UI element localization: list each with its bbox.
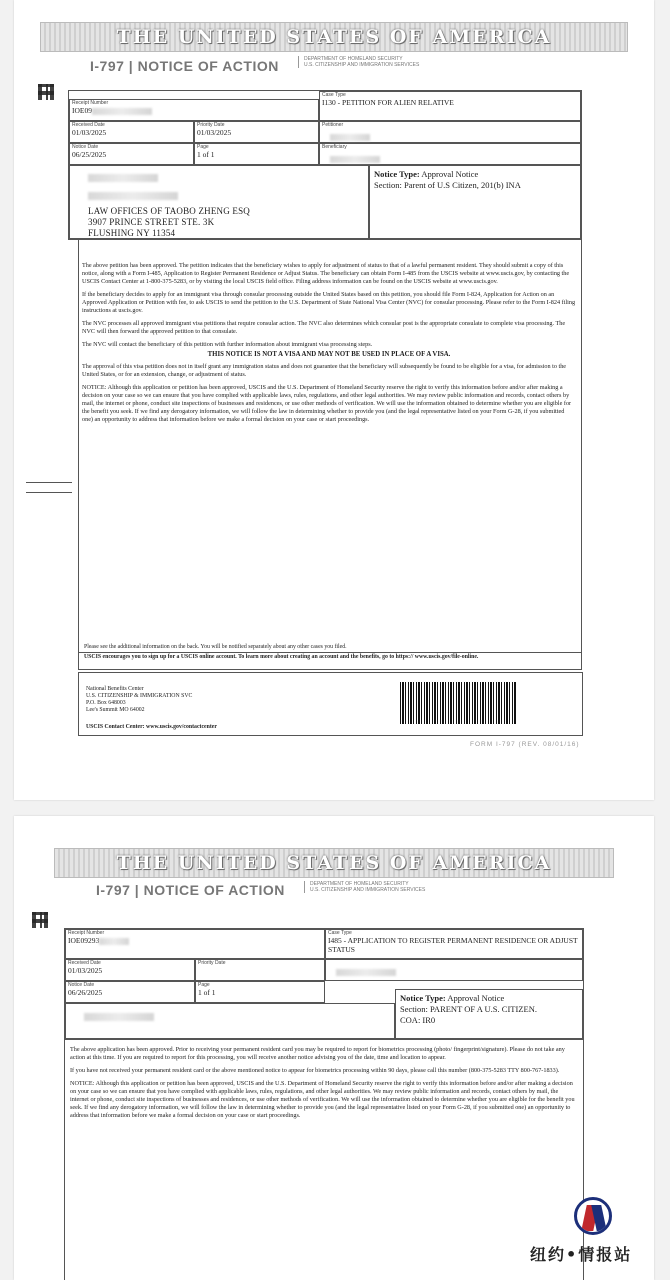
priority-date-label: Priority Date [198,960,226,966]
case-type-cell [325,929,583,959]
form-title: I-797 | NOTICE OF ACTION [96,882,285,898]
case-type-cell [319,91,581,121]
form-id: FORM I-797 (REV. 08/01/16) [470,741,580,748]
notice-type: Approval Notice [447,993,505,1003]
receipt-label: Receipt Number [72,100,109,106]
notice-type-cell [369,165,581,239]
coa: COA: IR0 [400,1015,436,1025]
paragraph-6: NOTICE: Although this application or petition has been approved, USCIS and the U.S. Department of Homeland Security reserve the right to verify this information before and/or after making a decision on your case so we can ensure that you have complied with applicable laws, rules, regulations, and other legal authorities. We may review public information and records, contact others by mail, the internet or phone, conduct site inspections of businesses and residences, or use other methods of verification. We will use the information obtained to determine whether you are eligible for the benefit you seek. If we find any derogatory information, we will follow the law in determining whether to provide you (and the legal representative listed on your Form G-28, if you submitted one) an opportunity to address that information before we make a formal decision on your case or start proceedings. [82,384,572,423]
notice-type-label: Notice Type: [400,993,446,1003]
notice-page-2 [14,816,654,1280]
footer-note: Please see the additional information on the back. You will be notified separately about any other cases you filed. [84,644,347,650]
case-type-label: Case Type [322,92,346,98]
received-date-cell [69,121,194,143]
paragraph-2: If you have not received your permanent resident card or the above mentioned notice to appear for biometrics processing within 90 days, please call this number (800-375-5283 TTY 800-767-1833). [70,1067,560,1074]
receipt-number: IOE09 [70,106,318,115]
page-label: Page [198,982,210,988]
body-text [70,1046,576,1125]
paragraph-1: The above application has been approved. Prior to receiving your permanent resident card you may be required to report for biometrics processing (photo/ fingerprint/signature). Please do not take any action at this time. If you are required to report for this processing, you will receive another notice advising you of the date, time and location to appear. [70,1046,565,1061]
petitioner-label: Petitioner [322,122,344,128]
notice-date-label: Notice Date [72,144,99,150]
brand-label: 纽约•情报站 [530,1245,633,1264]
received-date-label: Received Date [72,122,105,128]
case-type: I485 - APPLICATION TO REGISTER PERMANENT RESIDENCE OR ADJUST STATUS [328,936,578,954]
center-line-4: Lee's Summit MO 64002 [86,707,145,713]
address-line-3: FLUSHING NY 11354 [88,228,176,238]
page-number: 1 of 1 [198,988,216,997]
us-banner [54,848,614,878]
redacted-name [88,174,158,182]
notice-date-cell [69,143,194,165]
page-label: Page [197,144,209,150]
center-line-1: National Benefits Center [86,686,144,692]
page-cell [195,981,325,1003]
footer-box [78,672,583,736]
page-cell [194,143,319,165]
dept-line-2: U.S. CITIZENSHIP AND IMMIGRATION SERVICES [310,887,426,893]
online-account-note: USCIS encourages you to sign up for a USCIS online account. To learn more about creating an account and the benefits, go to https:// www.uscis.gov/file-online. [84,654,479,660]
form-title: I-797 | NOTICE OF ACTION [90,58,279,74]
header-grid [64,928,584,1040]
page-number: 1 of 1 [197,150,215,159]
paragraph-4: The NVC will contact the beneficiary of this petition with further information about immigrant visa processing steps. [82,341,373,348]
paragraph-5: The approval of this visa petition does not in itself grant any immigration status and does not guarantee that the beneficiary will subsequently be found to be eligible for a visa, for admission to the United States, or for an extension, change, or adjustment of status. [82,363,567,378]
notice-type-cell [395,989,583,1039]
notice-date: 06/25/2025 [72,150,107,159]
beneficiary-label: Beneficiary [322,144,347,150]
notice-section: Section: PARENT OF A U.S. CITIZEN. [400,1004,537,1014]
qr-code-icon [38,84,54,100]
footer-divider [78,652,581,653]
qr-code-icon [32,912,48,928]
received-date-label: Received Date [68,960,101,966]
dept-line-1: DEPARTMENT OF HOMELAND SECURITY [310,881,409,887]
beneficiary-cell [319,143,581,165]
side-mark-1 [26,482,72,483]
dept-label [304,881,425,893]
received-date: 01/03/2025 [68,966,103,975]
notice-section: Section: Parent of U.S Citizen, 201(b) INA [374,180,521,190]
body-text [82,262,576,429]
receipt-cell [65,929,325,959]
redacted-name [84,1013,154,1021]
redacted-name-2 [88,192,178,200]
ny-logo-icon [574,1197,612,1235]
received-date-cell [65,959,195,981]
case-type: I130 - PETITION FOR ALIEN RELATIVE [322,98,454,107]
side-mark-2 [26,492,72,493]
notice-date-cell [65,981,195,1003]
notice-type: Approval Notice [421,169,479,179]
notice-date: 06/26/2025 [68,988,103,997]
not-a-visa-heading: THIS NOTICE IS NOT A VISA AND MAY NOT BE USED IN PLACE OF A VISA. [207,351,451,358]
banner-text: THE UNITED STATES OF AMERICA [116,852,552,874]
notice-date-label: Notice Date [68,982,95,988]
address-line-2: 3907 PRINCE STREET STE. 3K [88,217,215,227]
address-cell [65,1003,395,1039]
receipt-label: Receipt Number [68,930,105,936]
center-line-2: U.S. CITIZENSHIP & IMMIGRATION SVC [86,693,193,699]
petitioner-cell [319,121,581,143]
banner-text: THE UNITED STATES OF AMERICA [116,26,552,48]
priority-date-label: Priority Date [197,122,225,128]
receipt-cell [69,99,319,121]
receipt-number: IOE09293 [66,936,324,945]
center-line-3: P.O. Box 648003 [86,700,126,706]
notice-type-label: Notice Type: [374,169,420,179]
header-grid [68,90,582,240]
priority-date-cell [194,121,319,143]
address-line-1: LAW OFFICES OF TAOBO ZHENG ESQ [88,206,250,216]
contact-center: USCIS Contact Center: www.uscis.gov/contactcenter [86,724,217,730]
notice-page-1 [14,0,654,800]
received-date: 01/03/2025 [72,128,107,137]
paragraph-3: NOTICE: Although this application or petition has been approved, USCIS and the U.S. Department of Homeland Security reserve the right to verify this information before and/or after making a decision on your case so we can ensure that you have complied with applicable laws, rules, regulations, and other legal authorities. We may review public information and records, contact others by mail, the internet or phone, conduct site inspections of businesses and residences, or use other methods of verification. We will use the information obtained to determine whether you are eligible for the benefit you seek. If we find any derogatory information, we will follow the law in determining whether to provide you (and the legal representative listed on your Form G-28, if you submitted one) an opportunity to address that information before we make a formal decision on your case or start proceedings. [70,1080,575,1119]
dept-line-1: DEPARTMENT OF HOMELAND SECURITY [304,56,403,62]
paragraph-2: If the beneficiary decides to apply for an immigrant visa through consular processing outside the United States based on this petition, you should file Form I-824, Application for Action on an Approved Application or Petition with fee, to ask USCIS to send the petition to the U.S. Department of State National Visa Center (NVC) for consular processing. Please refer to the Form I-824 filing instructions at uscis.gov. [82,291,576,314]
dept-line-2: U.S. CITIZENSHIP AND IMMIGRATION SERVICES [304,62,420,68]
paragraph-3: The NVC processes all approved immigrant visa petitions that require consular action. The NVC also determines which consular post is the appropriate consulate to complete visa processing. The NVC will then forward the approved petition to that consulate. [82,320,566,335]
applicant-cell [325,959,583,981]
priority-date-cell [195,959,325,981]
paragraph-1: The above petition has been approved. The petition indicates that the beneficiary wishes to apply for adjustment of status to that of a lawful permanent resident. They should submit a copy of this notice, along with a Form I-485, Application to Register Permanent Residence or Adjust Status. The beneficiary can obtain Form I-485 from the USCIS website at www.uscis.gov, by contacting the USCIS Contact Center at 1-800-375-5283, or by visiting the local USCIS field office. Filing address information can be found on the USCIS website at www.uscis.gov. [82,262,570,285]
dept-label [298,56,419,68]
us-banner [40,22,628,52]
priority-date: 01/03/2025 [197,128,232,137]
case-type-label: Case Type [328,930,352,936]
address-cell [69,165,369,239]
